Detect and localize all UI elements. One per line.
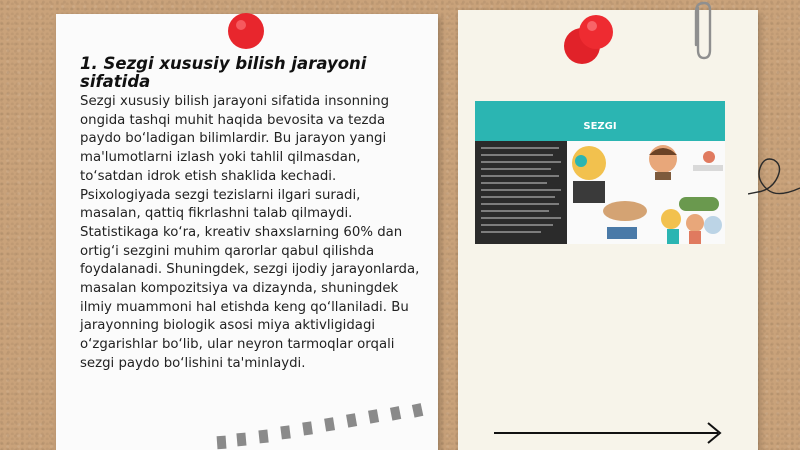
sezgi-slide-image [475,101,725,244]
torn-edge [215,400,445,450]
string-decoration [748,150,800,210]
pushpin-icon [560,12,620,70]
slide-title: SEZGI [583,121,617,132]
slide-text-panel [475,141,567,244]
paperclip-icon [688,0,718,62]
arrow-right-icon [490,418,730,448]
pushpin-icon [225,10,267,52]
note-title: 1. Sezgi xususiy bilish jarayoni sifatida [80,54,367,91]
note-body: Sezgi xususiy bilish jarayoni sifatida insonning ongida tashqi muhit haqida bevosita va tezda paydo bo‘ladigan bilimlardir. Bu jarayon yangi ma'lumotlarni izlash yoki tahlil qilmasdan, to‘satdan idrok etish shaklida kechadi. Psixologiyada sezgi tezislarni ilgari suradi, masalan, qattiq fikrlashni talab qilmaydi. Statistikaga ko‘ra, kreativ shaxslarning 60% dan ortig‘i sezgini muhim qarorlar qabul qilishda foydalanadi. Shuningdek, sezgi ijodiy jarayonlarda, masalan kompozitsiya va dizaynda, shuningdek ilmiy muammoni hal etishda keng qo‘llaniladi. Bu jarayonning biologik asosi miya aktivligidagi o‘zgarishlar bo‘lib, ular neyron tarmoqlar orqali sezgi paydo bo‘lishini ta'minlaydi. [80,94,420,371]
illustration-people [567,141,725,244]
